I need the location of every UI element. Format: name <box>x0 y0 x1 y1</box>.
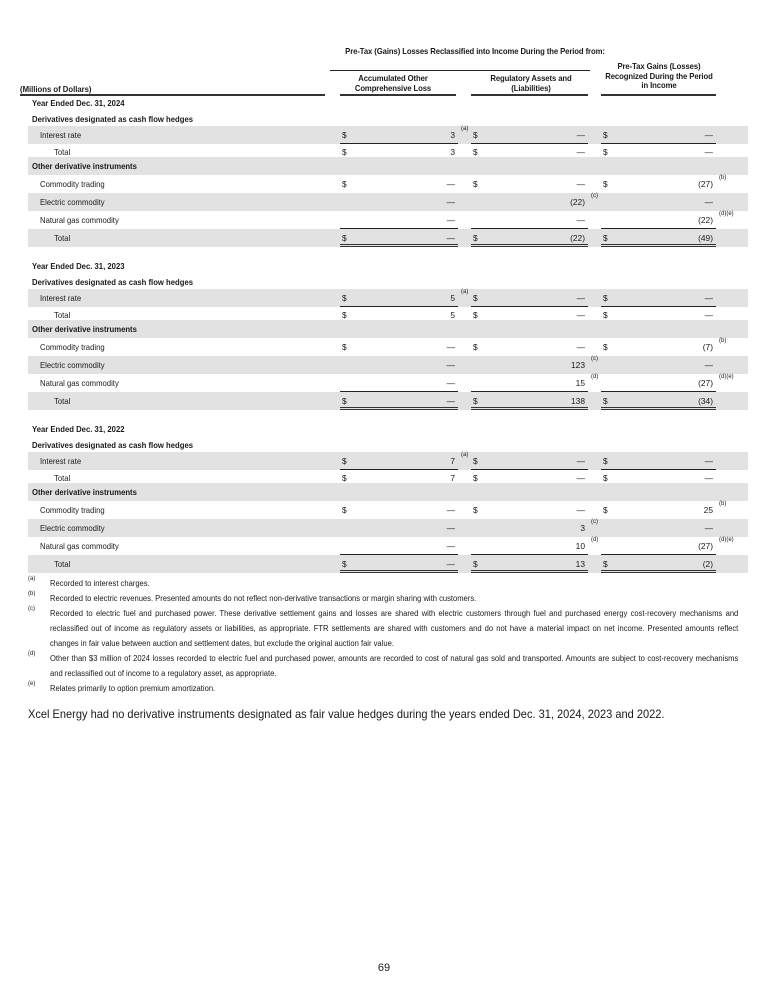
footnote-text: Other than $3 million of 2024 losses recorded to electric fuel and purchased power, amounts are recorded to cost of natural gas sold and transported. Amounts are subject to cost-recovery mechanisms and reclassified out of income to a regulatory asset, as appropriate. <box>50 654 739 678</box>
header-rule-left <box>20 94 325 96</box>
table-row <box>28 356 748 374</box>
pretax-cell: $ (49) <box>601 229 716 247</box>
table-row-total <box>28 555 748 573</box>
aoci-cell: $ — <box>342 505 455 515</box>
table-row <box>28 501 748 519</box>
pretax-cell: (22) (d)(e) <box>601 211 716 229</box>
row-label: Commodity trading <box>40 342 105 352</box>
pretax-cell: $ — <box>601 126 716 144</box>
footnote-a <box>28 576 740 591</box>
regulatory-cell: — <box>471 211 588 229</box>
footnote-ref: (d)(e) <box>719 537 734 543</box>
regulatory-cell: $ 13 <box>471 555 588 573</box>
row-label: Natural gas commodity <box>40 378 119 388</box>
row-label: Total <box>54 396 71 406</box>
footnote-text: Relates primarily to option premium amortization. <box>50 684 216 693</box>
row-label: Commodity trading <box>40 179 105 189</box>
row-label: Electric commodity <box>40 523 105 533</box>
row-label: Total <box>54 233 71 243</box>
footnote-ref: (d)(e) <box>719 374 734 380</box>
aoci-cell: $ 3 (a) <box>340 126 458 144</box>
header-rule-pretax <box>601 94 716 96</box>
footnote-ref: (c) <box>591 356 598 362</box>
row-label: Electric commodity <box>40 197 105 207</box>
footnote-key: (e) <box>28 681 36 687</box>
regulatory-cell: $ — <box>473 179 585 189</box>
pretax-cell: — <box>704 523 713 533</box>
regulatory-cell: $ — <box>471 126 588 144</box>
pretax-cell: $ — <box>601 289 716 307</box>
table-row-total <box>28 229 748 247</box>
row-label: Interest rate <box>40 130 82 140</box>
aoci-cell: — <box>340 537 458 555</box>
other-derivatives-row <box>28 483 748 501</box>
pretax-cell: — <box>704 360 713 370</box>
aoci-cell: $ 5 (a) <box>340 289 458 307</box>
table-row <box>28 519 748 537</box>
section-year-title: Year Ended Dec. 31, 2024 <box>32 98 125 108</box>
header-regulatory: Regulatory Assets and (Liabilities) <box>490 73 572 93</box>
regulatory-cell: 15 (d) <box>471 374 588 392</box>
regulatory-cell: $ 138 <box>471 392 588 410</box>
page-number: 69 <box>377 962 391 974</box>
regulatory-cell: $ — <box>471 306 588 324</box>
footnote-e <box>28 681 740 696</box>
regulatory-cell: $ — <box>473 505 585 515</box>
table-row <box>28 126 748 144</box>
aoci-cell: — <box>446 523 455 533</box>
cash-flow-hedges-title: Derivatives designated as cash flow hedges <box>32 277 194 287</box>
aoci-cell: $ — <box>340 555 458 573</box>
aoci-cell: $ 7 (a) <box>340 452 458 470</box>
regulatory-cell: 123 (c) <box>571 356 598 370</box>
aoci-cell: — <box>340 211 458 229</box>
pretax-cell: $ (7) (b) <box>603 338 727 352</box>
regulatory-cell: $ (22) <box>471 229 588 247</box>
aoci-cell: $ 3 <box>340 143 458 161</box>
table-row <box>28 193 748 211</box>
footnote-key: (c) <box>28 606 35 612</box>
pretax-cell: $ 25 (b) <box>603 501 727 515</box>
row-label: Total <box>54 147 71 157</box>
footnote-key: (a) <box>28 576 36 582</box>
footnote-ref: (d) <box>591 537 599 543</box>
aoci-cell: $ — <box>342 179 455 189</box>
row-label: Total <box>54 473 71 483</box>
footnote-c <box>28 606 740 651</box>
footnote-text: Recorded to interest charges. <box>50 579 150 588</box>
other-derivatives-row <box>28 320 748 338</box>
footnote-ref: (d) <box>591 374 599 380</box>
row-label: Commodity trading <box>40 505 105 515</box>
table-row <box>28 289 748 307</box>
pretax-cell: $ — <box>601 469 716 487</box>
row-label: Total <box>54 310 71 320</box>
aoci-cell: — <box>446 360 455 370</box>
closing-statement: Xcel Energy had no derivative instruments designated as fair value hedges during the years ended Dec. 31, 2024, 2023 and 2022. <box>28 707 665 721</box>
cash-flow-hedges-title: Derivatives designated as cash flow hedges <box>32 114 194 124</box>
header-aoci: Accumulated Other Comprehensive Loss <box>354 73 432 93</box>
header-pretax-recognized: Pre-Tax Gains (Losses) Recognized During the Period in Income <box>605 61 713 90</box>
pretax-cell: $ (34) <box>601 392 716 410</box>
footnote-ref: (b) <box>719 338 727 344</box>
footnote-ref: (a) <box>461 289 469 295</box>
footnote-ref: (c) <box>591 193 598 199</box>
section-year-title: Year Ended Dec. 31, 2022 <box>32 424 125 434</box>
aoci-cell: $ — <box>340 392 458 410</box>
regulatory-cell: $ — <box>471 452 588 470</box>
header-units: (Millions of Dollars) <box>20 84 92 94</box>
header-rule-regulatory <box>471 94 588 96</box>
row-label: Natural gas commodity <box>40 541 119 551</box>
row-label: Interest rate <box>40 456 82 466</box>
footnote-ref: (d)(e) <box>719 211 734 217</box>
footnote-text: Recorded to electric fuel and purchased power. These derivative settlement gains and losses are shared with electric customers through fuel and purchased energy cost-recovery mechanisms and reclassified out of income as regulatory assets or liabilities, as appropriate. FTR settlements are shared with customers and do not have a material impact on net income. Presented amounts reflect changes in fair value between auction and settlement dates, but exclude the original auction fair value. <box>50 609 739 648</box>
aoci-cell: $ — <box>342 342 455 352</box>
footnotes <box>28 576 740 696</box>
regulatory-cell: $ — <box>471 143 588 161</box>
other-derivatives-title: Other derivative instruments <box>32 487 137 497</box>
aoci-cell: — <box>446 197 455 207</box>
footnote-ref: (c) <box>591 519 598 525</box>
header-reclassified-span: Pre-Tax (Gains) Losses Reclassified into Income During the Period from: <box>345 46 605 56</box>
regulatory-cell: $ — <box>473 342 585 352</box>
section-year-title: Year Ended Dec. 31, 2023 <box>32 261 125 271</box>
pretax-cell: — <box>704 197 713 207</box>
aoci-cell: $ 7 <box>340 469 458 487</box>
regulatory-cell: 3 (c) <box>580 519 598 533</box>
footnote-ref: (a) <box>461 126 469 132</box>
footnote-key: (d) <box>28 651 36 657</box>
table-row-total <box>28 392 748 410</box>
pretax-cell: $ — <box>601 452 716 470</box>
regulatory-cell: $ — <box>471 469 588 487</box>
footnote-d <box>28 651 740 681</box>
regulatory-cell: (22) (c) <box>570 193 598 207</box>
pretax-cell: $ (27) (b) <box>603 175 727 189</box>
row-label: Total <box>54 559 71 569</box>
table-row <box>28 537 748 555</box>
table-row <box>28 175 748 193</box>
table-row <box>28 374 748 392</box>
footnote-ref: (a) <box>461 452 469 458</box>
row-label: Electric commodity <box>40 360 105 370</box>
footnote-b <box>28 591 740 606</box>
aoci-cell: $ — <box>340 229 458 247</box>
footnote-ref: (b) <box>719 501 727 507</box>
pretax-cell: $ (2) <box>601 555 716 573</box>
footnote-ref: (b) <box>719 175 727 181</box>
pretax-cell: $ — <box>601 143 716 161</box>
other-derivatives-row <box>28 157 748 175</box>
row-label: Interest rate <box>40 293 82 303</box>
footnote-text: Recorded to electric revenues. Presented amounts do not reflect non-derivative transactions or margin sharing with customers. <box>50 594 477 603</box>
pretax-cell: $ — <box>601 306 716 324</box>
header-span-rule <box>330 70 590 71</box>
pretax-cell: (27) (d)(e) <box>601 537 716 555</box>
table-row <box>28 211 748 229</box>
table-row <box>28 452 748 470</box>
table-row <box>28 338 748 356</box>
row-label: Natural gas commodity <box>40 215 119 225</box>
regulatory-cell: $ — <box>471 289 588 307</box>
other-derivatives-title: Other derivative instruments <box>32 324 137 334</box>
aoci-cell: $ 5 <box>340 306 458 324</box>
cash-flow-hedges-title: Derivatives designated as cash flow hedges <box>32 440 194 450</box>
footnote-key: (b) <box>28 591 36 597</box>
aoci-cell: — <box>340 374 458 392</box>
other-derivatives-title: Other derivative instruments <box>32 161 137 171</box>
pretax-cell: (27) (d)(e) <box>601 374 716 392</box>
header-rule-aoci <box>340 94 456 96</box>
regulatory-cell: 10 (d) <box>471 537 588 555</box>
